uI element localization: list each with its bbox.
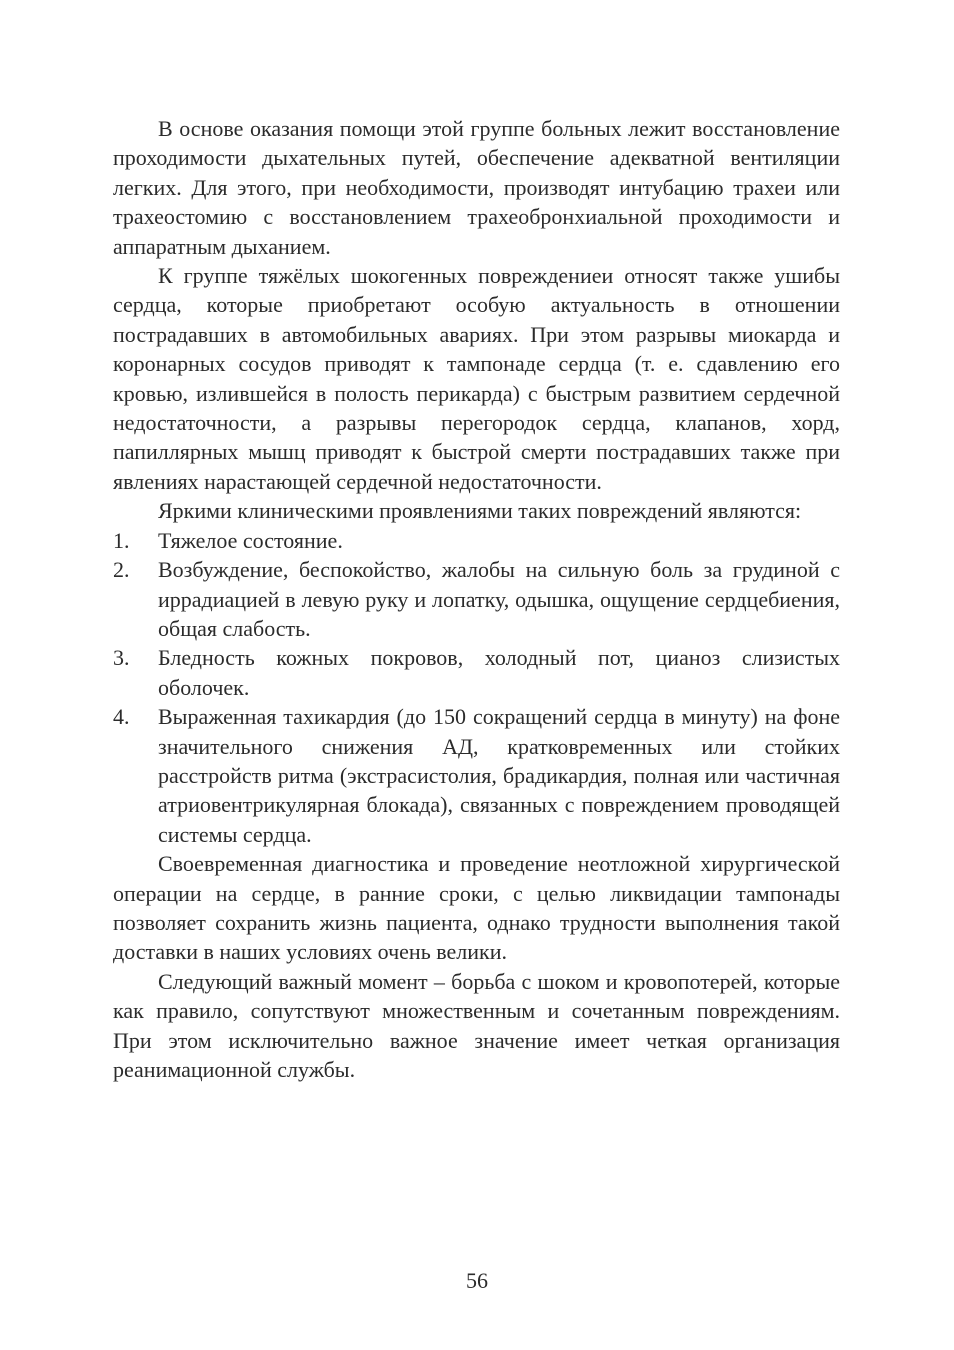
list-item xyxy=(113,702,840,849)
list-item xyxy=(113,643,840,702)
list-item-text: Выраженная тахикардия (до 150 сокращений сердца в минуту) на фоне значительного снижения АД, кратковременных или стойких расстройств ритма (экстрасистолия, брадикардия, полная или частичная атриовентрикулярная блокада), связанных с повреждением проводящей системы сердца. xyxy=(158,704,840,847)
paragraph-clinical-intro: Яркими клиническими проявлениями таких повреждений являются: xyxy=(158,498,802,524)
symptom-list xyxy=(113,526,840,849)
list-item-number: 2. xyxy=(113,557,130,583)
list-item-number: 1. xyxy=(113,527,130,553)
list-item-text: Бледность кожных покровов, холодный пот, цианоз слизистых оболочек. xyxy=(158,645,840,700)
list-item-number: 4. xyxy=(113,704,130,730)
paragraph-heart-contusion: К группе тяжёлых шокогенных повреждениеи относят также ушибы сердца, которые приобретают особую актуальность в отношении пострадавших в автомобильных авариях. При этом разрывы миокарда и коронарных сосудов приводят к тампонаде сердца (т. е. сдавлению его кровью, излившейся в полость перикарда) с быстрым развитием сердечной недостаточности, а разрывы перегородок сердца, клапанов, хорд, папиллярных мышц приводят к быстрой смерти пострадавших также при явлениях нарастающей сердечной недостаточности. xyxy=(113,263,840,494)
list-item-text: Тяжелое состояние. xyxy=(158,527,343,553)
paragraph-surgery: Своевременная диагностика и проведение неотложной хирургической операции на сердце, в ранние сроки, с целью ликвидации тампонады позволяет сохранить жизнь пациента, однако трудности выполнения такой доставки в наших условиях очень велики. xyxy=(113,851,840,965)
list-item xyxy=(113,526,840,555)
list-item-number: 3. xyxy=(113,645,130,671)
paragraph-shock: Следующий важный момент – борьба с шоком и кровопотерей, которые как правило, сопутствуют множественным и сочетанным повреждениям. При этом исключительно важное значение имеет четкая организация реанимационной службы. xyxy=(113,968,840,1082)
page-number: 56 xyxy=(466,1268,488,1293)
list-item xyxy=(113,555,840,643)
list-item-text: Возбуждение, беспокойство, жалобы на сильную боль за грудиной с иррадиацией в левую руку и лопатку, одышка, ощущение сердцебиения, общая слабость. xyxy=(158,557,840,641)
paragraph-airway: В основе оказания помощи этой группе больных лежит восстановление проходимости дыхательных путей, обеспечение адекватной вентиляции легких. Для этого, при необходимости, производят интубацию трахеи или трахеостомию с восстановлением трахеобронхиальной проходимости и аппаратным дыханием. xyxy=(113,116,840,259)
page-body xyxy=(113,114,840,1084)
